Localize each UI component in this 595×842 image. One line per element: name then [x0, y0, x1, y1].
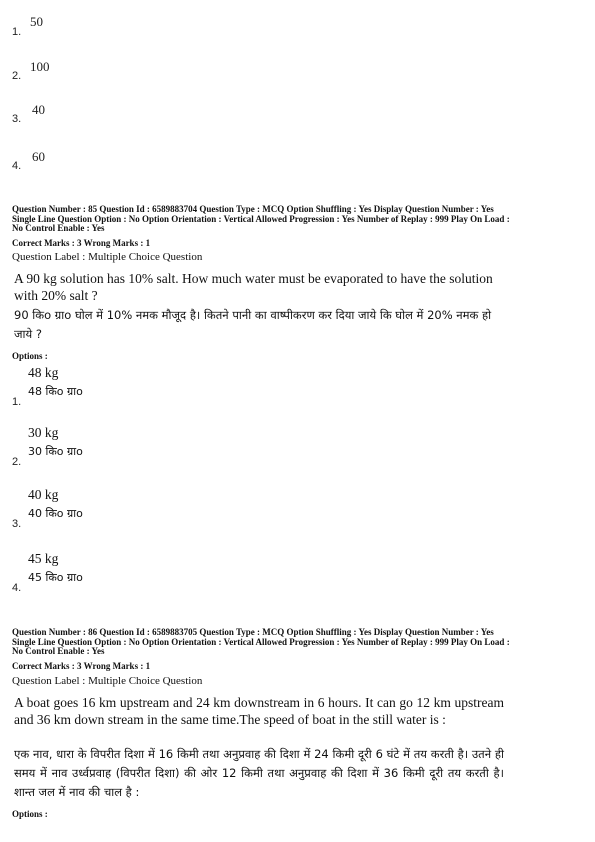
- question-86-text-hi: एक नाव, धारा के विपरीत दिशा में 16 किमी तथा अनुप्रवाह की दिशा में 24 किमी दूरी 6 घंटे में तय करती है। उतने ही समय में नाव उर्ध्वप्रवाह (विपरीत दिशा) की ओर 12 किमी तथा अनुप्रवाह की दिशा में 36 किमी दूरी तय करती है। शान्त जल में नाव की चाल है :: [14, 747, 504, 799]
- question-85-meta: [12, 205, 587, 234]
- option-1-text-hi: 48 किo ग्राo: [28, 385, 83, 398]
- prev-option-1-number: 1.: [12, 26, 22, 38]
- question-85-meta-line2: Single Line Question Option : No Option Orientation : Vertical Allowed Progression : Yes Number of Replay : 999 Play On Load :: [12, 213, 510, 224]
- option-4-text-en: 45 kg: [28, 551, 59, 566]
- question-85-options-label: Options :: [12, 351, 48, 361]
- question-85-label: Question Label : Multiple Choice Question: [12, 251, 203, 263]
- option-4-number: 4.: [12, 582, 22, 594]
- option-1-number: 1.: [12, 396, 22, 408]
- option-3-number: 3.: [12, 518, 22, 530]
- option-3-text-en: 40 kg: [28, 487, 59, 502]
- question-85-meta-line3: No Control Enable : Yes: [12, 223, 105, 233]
- question-85-text-hi: 90 किo ग्राo घोल में 10% नमक मौजूद है। कितने पानी का वाष्पीकरण कर दिया जाये कि घोल में 20% नमक हो जाये ?: [14, 308, 492, 341]
- option-2-text-hi: 30 किo ग्राo: [28, 445, 83, 458]
- prev-option-2-value: 100: [30, 59, 50, 74]
- prev-option-2-number: 2.: [12, 70, 22, 82]
- option-2-number: 2.: [12, 456, 22, 468]
- question-86-meta-line1: Question Number : 86 Question Id : 6589883705 Question Type : MCQ Option Shuffling : Yes Display Question Number : Yes: [12, 627, 494, 637]
- prev-option-3-number: 3.: [12, 113, 22, 125]
- option-2-text-en: 30 kg: [28, 425, 59, 440]
- question-86-options-label: Options :: [12, 809, 48, 819]
- question-85-text-en: A 90 kg solution has 10% salt. How much water must be evaporated to have the solution with 20% salt ?: [14, 271, 493, 303]
- prev-option-3-value: 40: [32, 102, 45, 117]
- question-86-label: Question Label : Multiple Choice Question: [12, 675, 203, 687]
- prev-option-1-value: 50: [30, 14, 43, 29]
- option-1-text-en: 48 kg: [28, 365, 59, 380]
- question-85-marks: Correct Marks : 3 Wrong Marks : 1: [12, 238, 151, 248]
- question-85-meta-line1: Question Number : 85 Question Id : 6589883704 Question Type : MCQ Option Shuffling : Yes Display Question Number : Yes: [12, 204, 494, 214]
- option-4-text-hi: 45 किo ग्राo: [28, 571, 83, 584]
- option-3-text-hi: 40 किo ग्राo: [28, 507, 83, 520]
- question-86-text-en: A boat goes 16 km upstream and 24 km downstream in 6 hours. It can go 12 km upstream and 36 km down stream in the same time.The speed of boat in the still water is :: [14, 695, 504, 727]
- prev-option-4-number: 4.: [12, 160, 22, 172]
- prev-option-4-value: 60: [32, 149, 45, 164]
- question-86-meta-line2: Single Line Question Option : No Option Orientation : Vertical Allowed Progression : Yes Number of Replay : 999 Play On Load :: [12, 636, 510, 647]
- question-86-meta-line3: No Control Enable : Yes: [12, 646, 105, 656]
- question-86-marks: Correct Marks : 3 Wrong Marks : 1: [12, 661, 151, 671]
- question-86-meta: [12, 628, 587, 657]
